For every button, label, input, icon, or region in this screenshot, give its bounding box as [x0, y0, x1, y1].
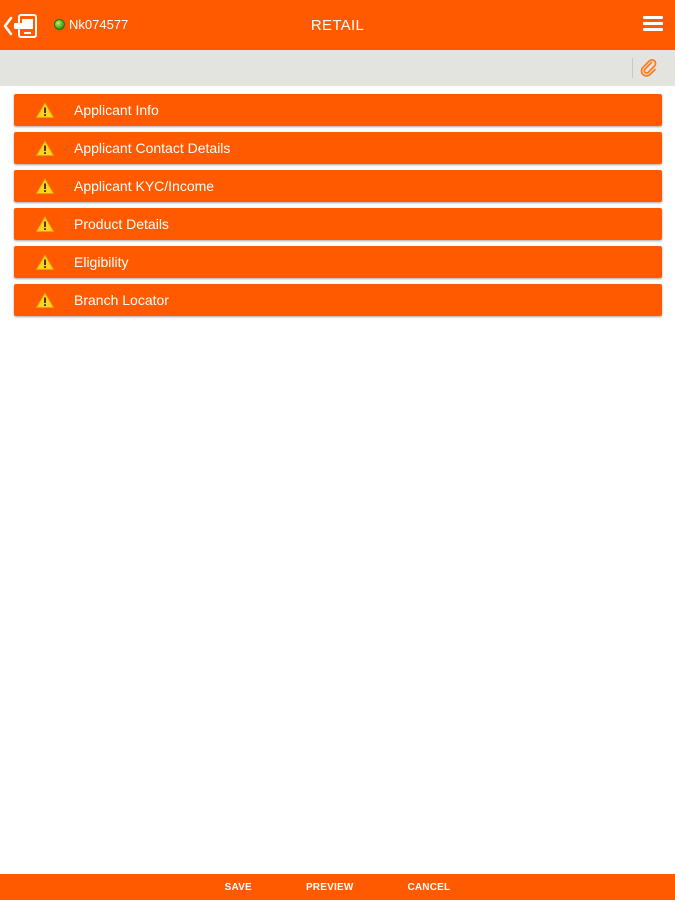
section-label: Branch Locator [74, 292, 169, 308]
section-label: Applicant KYC/Income [74, 178, 215, 194]
section-label: Eligibility [74, 254, 129, 270]
paperclip-icon[interactable] [639, 58, 659, 78]
section-product-details[interactable] [14, 208, 662, 240]
section-label: Applicant Info [74, 102, 159, 118]
warning-icon [36, 292, 54, 308]
section-label: Applicant Contact Details [74, 140, 231, 156]
hamburger-menu-icon[interactable] [643, 16, 663, 34]
section-branch-locator[interactable] [14, 284, 662, 316]
user-indicator [54, 17, 128, 32]
warning-icon [36, 140, 54, 156]
section-eligibility[interactable] [14, 246, 662, 278]
page-title: RETAIL [310, 17, 365, 34]
toolbar-divider [632, 58, 633, 78]
user-id: Nk074577 [69, 17, 129, 32]
save-button[interactable]: SAVE [224, 881, 252, 893]
section-applicant-contact-details[interactable] [14, 132, 662, 164]
warning-icon [36, 254, 54, 270]
preview-button[interactable]: PREVIEW [305, 881, 354, 893]
back-chevron-icon [2, 12, 42, 40]
section-applicant-info[interactable] [14, 94, 662, 126]
warning-icon [36, 216, 54, 232]
sub-toolbar [0, 50, 675, 86]
section-list [14, 94, 662, 322]
warning-icon [36, 178, 54, 194]
bottom-action-bar [0, 874, 675, 900]
top-app-bar [0, 0, 675, 50]
section-applicant-kyc-income[interactable] [14, 170, 662, 202]
cancel-button[interactable]: CANCEL [407, 881, 451, 893]
section-label: Product Details [74, 216, 169, 232]
online-status-icon [54, 19, 65, 30]
back-button[interactable] [2, 12, 42, 40]
warning-icon [36, 102, 54, 118]
